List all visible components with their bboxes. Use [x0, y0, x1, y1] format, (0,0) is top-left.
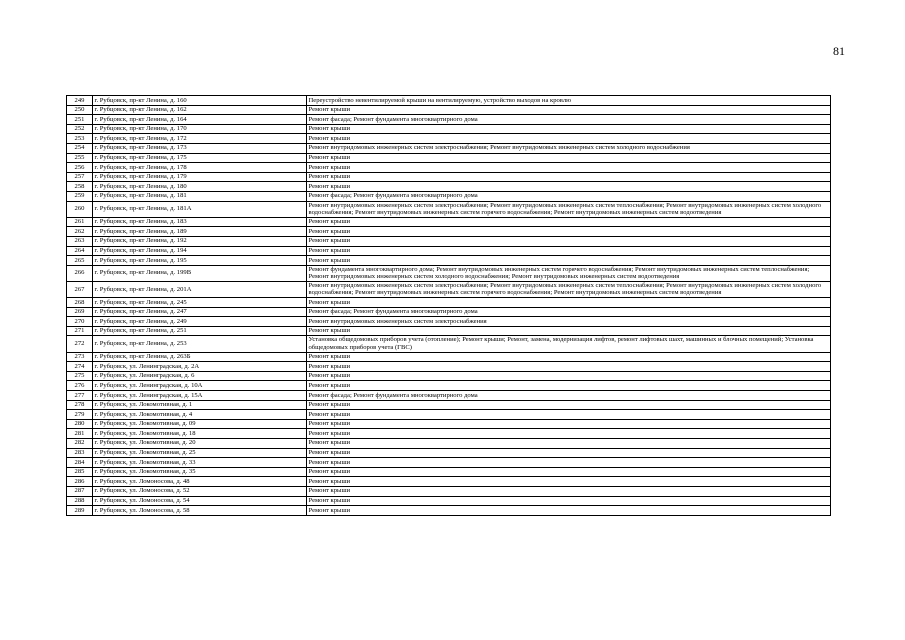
table-row [67, 458, 831, 468]
address-cell: г. Рубцовск, ул. Ленинградская, д. 6 [93, 371, 307, 381]
address-cell: г. Рубцовск, пр-кт Ленина, д. 164 [93, 115, 307, 125]
row-number-cell: 252 [67, 124, 93, 134]
row-number-cell: 284 [67, 458, 93, 468]
table-row [67, 336, 831, 352]
table-row [67, 381, 831, 391]
row-number-cell: 255 [67, 153, 93, 163]
work-type-cell: Ремонт крыши [307, 371, 831, 381]
table-row [67, 419, 831, 429]
address-cell: г. Рубцовск, пр-кт Ленина, д. 170 [93, 124, 307, 134]
row-number-cell: 267 [67, 281, 93, 297]
address-cell: г. Рубцовск, пр-кт Ленина, д. 194 [93, 246, 307, 256]
table-row [67, 410, 831, 420]
work-type-cell: Ремонт крыши [307, 182, 831, 192]
table-row [67, 298, 831, 308]
address-cell: г. Рубцовск, ул. Локомотивная, д. 33 [93, 458, 307, 468]
row-number-cell: 272 [67, 336, 93, 352]
row-number-cell: 280 [67, 419, 93, 429]
table-row [67, 326, 831, 336]
work-type-cell: Ремонт крыши [307, 477, 831, 487]
row-number-cell: 277 [67, 391, 93, 401]
row-number-cell: 257 [67, 172, 93, 182]
work-type-cell: Ремонт крыши [307, 381, 831, 391]
row-number-cell: 281 [67, 429, 93, 439]
work-type-cell: Ремонт крыши [307, 458, 831, 468]
address-cell: г. Рубцовск, пр-кт Ленина, д. 181 [93, 191, 307, 201]
address-cell: г. Рубцовск, ул. Локомотивная, д. 09 [93, 419, 307, 429]
row-number-cell: 261 [67, 217, 93, 227]
table-row [67, 191, 831, 201]
table-row [67, 496, 831, 506]
address-cell: г. Рубцовск, ул. Локомотивная, д. 20 [93, 438, 307, 448]
row-number-cell: 262 [67, 227, 93, 237]
table-row [67, 448, 831, 458]
work-type-cell: Ремонт крыши [307, 429, 831, 439]
address-cell: г. Рубцовск, ул. Локомотивная, д. 18 [93, 429, 307, 439]
table-row [67, 400, 831, 410]
table-row [67, 182, 831, 192]
work-type-cell: Ремонт внутридомовых инженерных систем электроснабжения [307, 317, 831, 327]
address-cell: г. Рубцовск, ул. Локомотивная, д. 1 [93, 400, 307, 410]
address-cell: г. Рубцовск, пр-кт Ленина, д. 175 [93, 153, 307, 163]
address-cell: г. Рубцовск, пр-кт Ленина, д. 249 [93, 317, 307, 327]
address-cell: г. Рубцовск, ул. Ломоносова, д. 52 [93, 486, 307, 496]
address-cell: г. Рубцовск, пр-кт Ленина, д. 251 [93, 326, 307, 336]
work-type-cell: Ремонт крыши [307, 486, 831, 496]
table-row [67, 391, 831, 401]
row-number-cell: 288 [67, 496, 93, 506]
address-cell: г. Рубцовск, ул. Ломоносова, д. 58 [93, 506, 307, 516]
work-type-cell: Переустройство невентилируемой крыши на вентилируемую, устройство выходов на кровлю [307, 96, 831, 106]
work-type-cell: Ремонт крыши [307, 400, 831, 410]
work-type-cell: Ремонт фундамента многоквартирного дома; Ремонт внутридомовых инженерных систем горячего водоснабжения; Ремонт внутридомовых инженерных систем теплоснабжения; Ремонт внутридомовых инженерных систем холодного водоснабжения; Ремонт внутридомовых инженерных систем водоотведения [307, 265, 831, 281]
address-cell: г. Рубцовск, ул. Ломоносова, д. 54 [93, 496, 307, 506]
work-type-cell: Ремонт крыши [307, 298, 831, 308]
address-cell: г. Рубцовск, ул. Локомотивная, д. 35 [93, 467, 307, 477]
row-number-cell: 264 [67, 246, 93, 256]
table-row [67, 307, 831, 317]
address-cell: г. Рубцовск, ул. Ломоносова, д. 48 [93, 477, 307, 487]
work-type-cell: Ремонт крыши [307, 217, 831, 227]
work-type-cell: Ремонт внутридомовых инженерных систем электроснабжения; Ремонт внутридомовых инженерных систем холодного водоснабжения [307, 143, 831, 153]
row-number-cell: 271 [67, 326, 93, 336]
work-type-cell: Ремонт крыши [307, 227, 831, 237]
row-number-cell: 275 [67, 371, 93, 381]
row-number-cell: 273 [67, 352, 93, 362]
row-number-cell: 265 [67, 256, 93, 266]
work-type-cell: Ремонт крыши [307, 256, 831, 266]
row-number-cell: 279 [67, 410, 93, 420]
row-number-cell: 274 [67, 362, 93, 372]
table-row [67, 217, 831, 227]
address-cell: г. Рубцовск, пр-кт Ленина, д. 253 [93, 336, 307, 352]
table-row [67, 477, 831, 487]
work-type-cell: Ремонт крыши [307, 448, 831, 458]
work-type-cell: Ремонт фасада; Ремонт фундамента многоквартирного дома [307, 307, 831, 317]
row-number-cell: 266 [67, 265, 93, 281]
work-type-cell: Ремонт крыши [307, 467, 831, 477]
table-row [67, 256, 831, 266]
table-row [67, 371, 831, 381]
address-cell: г. Рубцовск, ул. Локомотивная, д. 25 [93, 448, 307, 458]
row-number-cell: 253 [67, 134, 93, 144]
table-row [67, 486, 831, 496]
work-type-cell: Ремонт крыши [307, 246, 831, 256]
row-number-cell: 259 [67, 191, 93, 201]
table-row [67, 134, 831, 144]
row-number-cell: 256 [67, 163, 93, 173]
work-type-cell: Ремонт фасада; Ремонт фундамента многоквартирного дома [307, 191, 831, 201]
address-cell: г. Рубцовск, ул. Ленинградская, д. 15А [93, 391, 307, 401]
work-type-cell: Ремонт фасада; Ремонт фундамента многоквартирного дома [307, 115, 831, 125]
row-number-cell: 250 [67, 105, 93, 115]
table-row [67, 201, 831, 217]
work-type-cell: Ремонт крыши [307, 438, 831, 448]
row-number-cell: 286 [67, 477, 93, 487]
row-number-cell: 270 [67, 317, 93, 327]
address-cell: г. Рубцовск, пр-кт Ленина, д. 180 [93, 182, 307, 192]
row-number-cell: 254 [67, 143, 93, 153]
row-number-cell: 285 [67, 467, 93, 477]
row-number-cell: 289 [67, 506, 93, 516]
work-type-cell: Ремонт крыши [307, 153, 831, 163]
work-type-cell: Ремонт внутридомовых инженерных систем электроснабжения; Ремонт внутридомовых инженерных систем теплоснабжения; Ремонт внутридомовых инженерных систем холодного водоснабжения; Ремонт внутридомовых инженерных систем горячего водоснабжения; Ремонт внутридомовых инженерных систем водоотведения [307, 201, 831, 217]
table-row [67, 317, 831, 327]
work-type-cell: Установка общедомовых приборов учета (отопление); Ремонт крыши; Ремонт, замена, модернизация лифтов, ремонт лифтовых шахт, машинных и блочных помещений; Установка общедомовых приборов учета (ГВС) [307, 336, 831, 352]
address-cell: г. Рубцовск, пр-кт Ленина, д. 199В [93, 265, 307, 281]
page-number: 81 [833, 44, 845, 58]
work-type-cell: Ремонт крыши [307, 496, 831, 506]
row-number-cell: 251 [67, 115, 93, 125]
work-type-cell: Ремонт крыши [307, 419, 831, 429]
address-cell: г. Рубцовск, ул. Ленинградская, д. 2А [93, 362, 307, 372]
address-cell: г. Рубцовск, пр-кт Ленина, д. 179 [93, 172, 307, 182]
work-type-cell: Ремонт крыши [307, 326, 831, 336]
address-cell: г. Рубцовск, пр-кт Ленина, д. 263Б [93, 352, 307, 362]
address-cell: г. Рубцовск, пр-кт Ленина, д. 162 [93, 105, 307, 115]
work-type-cell: Ремонт крыши [307, 124, 831, 134]
work-type-cell: Ремонт крыши [307, 362, 831, 372]
work-type-cell: Ремонт крыши [307, 134, 831, 144]
table-row [67, 362, 831, 372]
work-type-cell: Ремонт внутридомовых инженерных систем электроснабжения; Ремонт внутридомовых инженерных систем теплоснабжения; Ремонт внутридомовых инженерных систем холодного водоснабжения; Ремонт внутридомовых инженерных систем горячего водоснабжения; Ремонт внутридомовых инженерных систем водоотведения [307, 281, 831, 297]
repair-program-table [66, 95, 831, 516]
work-type-cell: Ремонт крыши [307, 236, 831, 246]
row-number-cell: 263 [67, 236, 93, 246]
address-cell: г. Рубцовск, пр-кт Ленина, д. 189 [93, 227, 307, 237]
address-cell: г. Рубцовск, пр-кт Ленина, д. 160 [93, 96, 307, 106]
table-body [67, 96, 831, 516]
work-type-cell: Ремонт крыши [307, 172, 831, 182]
row-number-cell: 287 [67, 486, 93, 496]
address-cell: г. Рубцовск, пр-кт Ленина, д. 201А [93, 281, 307, 297]
address-cell: г. Рубцовск, пр-кт Ленина, д. 245 [93, 298, 307, 308]
table-row [67, 246, 831, 256]
row-number-cell: 260 [67, 201, 93, 217]
address-cell: г. Рубцовск, пр-кт Ленина, д. 181А [93, 201, 307, 217]
row-number-cell: 283 [67, 448, 93, 458]
table-row [67, 429, 831, 439]
table-row [67, 96, 831, 106]
row-number-cell: 268 [67, 298, 93, 308]
table-row [67, 506, 831, 516]
work-type-cell: Ремонт крыши [307, 506, 831, 516]
table-row [67, 163, 831, 173]
table-row [67, 153, 831, 163]
address-cell: г. Рубцовск, пр-кт Ленина, д. 173 [93, 143, 307, 153]
table-row [67, 124, 831, 134]
work-type-cell: Ремонт фасада; Ремонт фундамента многоквартирного дома [307, 391, 831, 401]
table-row [67, 105, 831, 115]
address-cell: г. Рубцовск, пр-кт Ленина, д. 195 [93, 256, 307, 266]
table-row [67, 115, 831, 125]
work-type-cell: Ремонт крыши [307, 105, 831, 115]
address-cell: г. Рубцовск, ул. Ленинградская, д. 10А [93, 381, 307, 391]
table-row [67, 227, 831, 237]
row-number-cell: 258 [67, 182, 93, 192]
table-row [67, 236, 831, 246]
work-type-cell: Ремонт крыши [307, 410, 831, 420]
table-row [67, 143, 831, 153]
address-cell: г. Рубцовск, пр-кт Ленина, д. 183 [93, 217, 307, 227]
address-cell: г. Рубцовск, пр-кт Ленина, д. 172 [93, 134, 307, 144]
row-number-cell: 276 [67, 381, 93, 391]
row-number-cell: 282 [67, 438, 93, 448]
table-row [67, 438, 831, 448]
work-type-cell: Ремонт крыши [307, 163, 831, 173]
work-type-cell: Ремонт крыши [307, 352, 831, 362]
table-row [67, 172, 831, 182]
table-row [67, 352, 831, 362]
address-cell: г. Рубцовск, пр-кт Ленина, д. 247 [93, 307, 307, 317]
table-row [67, 281, 831, 297]
table-row [67, 265, 831, 281]
row-number-cell: 269 [67, 307, 93, 317]
address-cell: г. Рубцовск, ул. Локомотивная, д. 4 [93, 410, 307, 420]
row-number-cell: 249 [67, 96, 93, 106]
row-number-cell: 278 [67, 400, 93, 410]
address-cell: г. Рубцовск, пр-кт Ленина, д. 178 [93, 163, 307, 173]
table-row [67, 467, 831, 477]
address-cell: г. Рубцовск, пр-кт Ленина, д. 192 [93, 236, 307, 246]
